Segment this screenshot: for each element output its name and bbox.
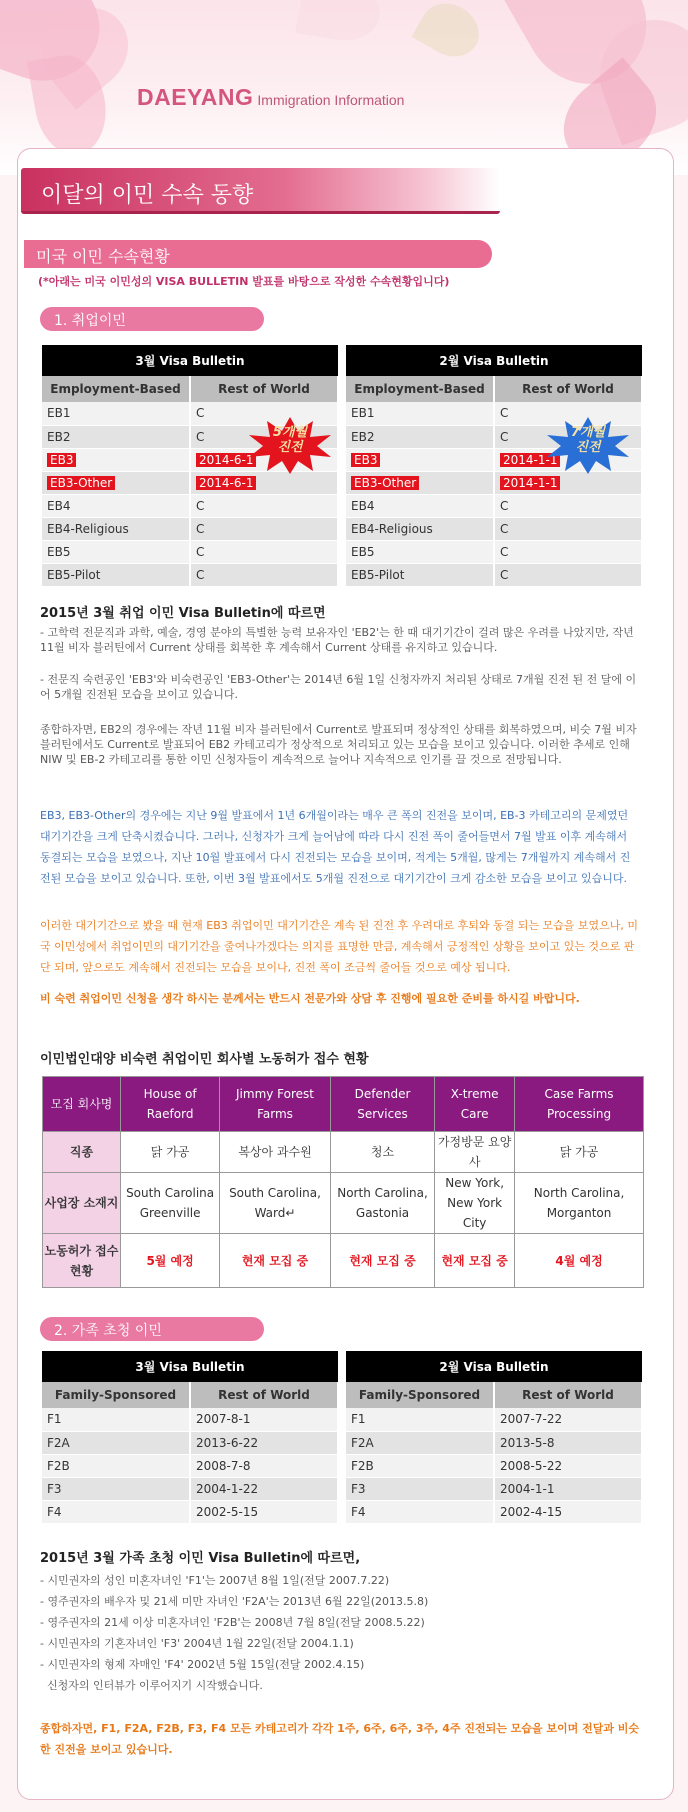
table-row — [42, 517, 338, 540]
date-text: 2013-6-22 — [196, 1435, 259, 1450]
company-header: Case Farms Processing — [515, 1077, 644, 1132]
date-cell — [494, 1454, 642, 1477]
table-row — [42, 540, 338, 563]
date-text: 2007-8-1 — [196, 1412, 251, 1427]
table-row — [42, 1431, 338, 1454]
company-header: X-treme Care — [435, 1077, 515, 1132]
category-text: EB4 — [47, 498, 71, 513]
date-text: C — [500, 406, 509, 421]
location-cell-line: North Carolina, — [533, 1186, 625, 1200]
date-cell — [190, 1477, 338, 1500]
date-text: 2007-7-22 — [500, 1412, 563, 1427]
brand-name: DAEYANG — [137, 84, 254, 110]
date-text: C — [196, 544, 205, 559]
date-text: C — [500, 544, 509, 559]
badge-7-months — [545, 425, 631, 455]
category-cell — [42, 1408, 190, 1431]
status-cell: 4월 예정 — [515, 1234, 644, 1288]
category-cell — [42, 1454, 190, 1477]
category-text: EB1 — [351, 406, 375, 421]
table-row — [346, 1408, 642, 1431]
date-text: 2002-4-15 — [500, 1504, 563, 1519]
category-cell — [346, 1500, 494, 1523]
badge-line: 진전 — [277, 440, 303, 455]
category-text: EB5-Pilot — [47, 567, 101, 582]
family-lines — [40, 1570, 640, 1696]
date-cell — [494, 540, 642, 563]
location-cell — [515, 1173, 644, 1234]
column-header: Family-Sponsored — [346, 1382, 494, 1408]
category-text: EB3-Other — [351, 476, 419, 490]
location-cell-line: South Carolina, — [229, 1186, 321, 1200]
date-cell — [190, 494, 338, 517]
category-cell — [42, 471, 190, 494]
column-header: Rest of World — [494, 1382, 642, 1408]
table-row — [346, 1477, 642, 1500]
table-row — [42, 563, 338, 586]
table-title: 2월 Visa Bulletin — [346, 345, 642, 376]
section-title: 미국 이민 수속현황 — [24, 240, 492, 268]
job-cell: 가정방문 요양사 — [435, 1132, 515, 1173]
status-cell: 5월 예정 — [121, 1234, 220, 1288]
employment-para-4: EB3, EB3-Other의 경우에는 지난 9월 발표에서 1년 6개월이라는 매우 큰 폭의 진전을 보이며, EB-3 카테고리의 문제였던 대기기간을 크게 단축시켰습니다. 그러나, 신청자가 크게 늘어남에 따라 다시 진전 폭이 줄어들면서 7월 발표 이후 계속해서 동결되는 모습을 보였으나, 지난 10월 발표에서 다시 진전되는 모습을 보이며, 적게는 5개월, 많게는 7개월까지 계속해서 진전된 모습을 보이고 있습니다. 또한, 이번 3월 발표에서도 5개월 진전으로 대기기간이 크게 감소한 모습을 보이고 있습니다. — [40, 809, 631, 885]
location-cell-line: Ward↵ — [254, 1206, 296, 1220]
table-row — [42, 1408, 338, 1431]
category-cell — [346, 402, 494, 425]
date-text: C — [196, 498, 205, 513]
table-title: 3월 Visa Bulletin — [42, 345, 338, 376]
category-cell — [42, 1500, 190, 1523]
category-text: F4 — [47, 1504, 62, 1519]
employment-title: 1. 취업이민 — [40, 307, 264, 331]
category-cell — [346, 1408, 494, 1431]
employment-para-1: - 고학력 전문직과 과학, 예술, 경영 분야의 특별한 능력 보유자인 'EB2'는 한 때 대기기간이 걸려 많은 우려를 나았지만, 작년 11월 비자 블러틴에서 Current 상태를 회복한 후 계속해서 Current 상태를 유지하고 있습니다. — [40, 626, 634, 654]
badge-line: 5개월 — [272, 425, 308, 440]
date-cell — [494, 1477, 642, 1500]
table-row — [346, 494, 642, 517]
category-text: EB5-Pilot — [351, 567, 405, 582]
category-text: F1 — [351, 1412, 366, 1427]
category-text: F2B — [351, 1458, 374, 1473]
location-cell-line: Greenville — [139, 1206, 201, 1220]
badge-line: 진전 — [575, 440, 601, 455]
location-cell-line: New York, — [445, 1176, 505, 1190]
date-text: 2013-5-8 — [500, 1435, 555, 1450]
category-text: F2A — [47, 1435, 70, 1450]
column-header: Rest of World — [190, 376, 338, 402]
job-cell: 청소 — [330, 1132, 434, 1173]
date-text: C — [500, 498, 509, 513]
column-header: Rest of World — [190, 1382, 338, 1408]
family-line: 신청자의 인터뷰가 이루어지기 시작했습니다. — [40, 1679, 263, 1692]
category-text: F2B — [47, 1458, 70, 1473]
family-line: - 시민권자의 성인 미혼자녀인 'F1'는 2007년 8월 1일(전달 2007.7.22) — [40, 1574, 390, 1587]
row-label: 노동허가 접수 현황 — [43, 1234, 121, 1288]
category-text: EB5 — [47, 544, 71, 559]
family-line: - 시민권자의 형제 자매인 'F4' 2002년 5월 15일(전달 2002.4.15) — [40, 1658, 365, 1671]
location-cell-line: Morganton — [546, 1206, 612, 1220]
company-header: Jimmy Forest Farms — [220, 1077, 331, 1132]
family-title: 2. 가족 초청 이민 — [40, 1317, 264, 1341]
category-cell — [346, 471, 494, 494]
category-text: EB3 — [47, 453, 76, 467]
family-march-table — [42, 1351, 339, 1524]
category-text: EB4-Religious — [351, 521, 433, 536]
employment-para-6: 비 숙련 취업이민 신청을 생각 하시는 분께서는 반드시 전문가와 상담 후 진행에 필요한 준비를 하시길 바랍니다. — [40, 992, 580, 1005]
company-header: Defender Services — [330, 1077, 434, 1132]
date-text: 2014-6-1 — [196, 476, 256, 490]
brand-tagline: Immigration Information — [257, 92, 405, 108]
category-cell — [42, 448, 190, 471]
badge-5-months — [247, 425, 333, 455]
table-row — [346, 517, 642, 540]
category-cell — [346, 540, 494, 563]
category-text: F4 — [351, 1504, 366, 1519]
status-cell: 현재 모집 중 — [330, 1234, 434, 1288]
table-row — [346, 1500, 642, 1523]
column-header: Rest of World — [494, 376, 642, 402]
category-cell — [346, 448, 494, 471]
date-cell — [494, 494, 642, 517]
column-header: Family-Sponsored — [42, 1382, 190, 1408]
category-cell — [346, 494, 494, 517]
date-text: 2014-1-1 — [500, 453, 560, 467]
date-cell — [494, 1408, 642, 1431]
category-text: EB1 — [47, 406, 71, 421]
row-label: 사업장 소재지 — [43, 1173, 121, 1234]
category-cell — [42, 1431, 190, 1454]
category-cell — [346, 563, 494, 586]
family-heading: 2015년 3월 가족 초청 이민 Visa Bulletin에 따르면, — [40, 1551, 361, 1566]
column-header: Employment-Based — [42, 376, 190, 402]
family-feb-table — [346, 1351, 643, 1524]
category-text: F3 — [47, 1481, 62, 1496]
family-line: - 시민권자의 기혼자녀인 'F3' 2004년 1월 22일(전달 2004.1.1) — [40, 1637, 354, 1650]
badge-line: 7개월 — [570, 425, 606, 440]
date-text: C — [500, 521, 509, 536]
date-text: C — [196, 521, 205, 536]
category-cell — [346, 1454, 494, 1477]
category-text: EB5 — [351, 544, 375, 559]
date-text: 2014-1-1 — [500, 476, 560, 490]
date-text: 2004-1-22 — [196, 1481, 259, 1496]
date-cell — [494, 517, 642, 540]
section-note: (*아래는 미국 이민성의 VISA BULLETIN 발표를 바탕으로 작성한 수속현황입니다) — [38, 275, 450, 288]
page-title: 이달의 이민 수속 동향 — [21, 168, 500, 214]
date-cell — [494, 1500, 642, 1523]
location-cell — [121, 1173, 220, 1234]
date-text: 2014-6-1 — [196, 453, 256, 467]
employment-heading: 2015년 3월 취업 이민 Visa Bulletin에 따르면 — [40, 606, 326, 621]
date-cell — [494, 563, 642, 586]
date-text: C — [500, 429, 509, 444]
location-cell-line: South Carolina — [126, 1186, 215, 1200]
table-row — [346, 563, 642, 586]
employment-para-3: 종합하자면, EB2의 경우에는 작년 11월 비자 블러틴에서 Current로 발표되며 정상적인 상태를 회복하였으며, 비슷 7월 비자 블러틴에서도 Current로 발표되어 EB2 카테고리가 정상적으로 처리되고 있는 모습을 보이고 있습니다. 이러한 추세로 인해 NIW 및 EB-2 카테고리를 통한 이민 신청자들이 계속적으로 늘어나 지속적으로 인기를 끌 것으로 전망됩니다. — [40, 723, 637, 766]
column-header: Employment-Based — [346, 376, 494, 402]
date-cell — [190, 1408, 338, 1431]
category-cell — [42, 1477, 190, 1500]
location-cell-line: Gastonia — [355, 1206, 410, 1220]
category-text: F1 — [47, 1412, 62, 1427]
table-row — [42, 494, 338, 517]
date-text: 2004-1-1 — [500, 1481, 555, 1496]
category-cell — [346, 1431, 494, 1454]
job-cell: 복상아 과수원 — [220, 1132, 331, 1173]
job-cell: 닭 가공 — [121, 1132, 220, 1173]
table-row — [42, 1477, 338, 1500]
brand-logo[interactable] — [137, 84, 404, 111]
date-text: C — [196, 429, 205, 444]
category-text: EB4-Religious — [47, 521, 129, 536]
status-cell: 현재 모집 중 — [435, 1234, 515, 1288]
date-cell — [494, 1431, 642, 1454]
date-text: C — [196, 567, 205, 582]
corp-heading: 이민법인대양 비숙련 취업이민 회사별 노동허가 접수 현황 — [40, 1052, 369, 1067]
family-line: - 영주권자의 21세 이상 미혼자녀인 'F2B'는 2008년 7월 8일(전달 2008.5.22) — [40, 1616, 425, 1629]
status-cell: 현재 모집 중 — [220, 1234, 331, 1288]
category-cell — [42, 517, 190, 540]
category-text: EB2 — [351, 429, 375, 444]
date-cell — [190, 1454, 338, 1477]
company-header: House of Raeford — [121, 1077, 220, 1132]
date-cell — [190, 1500, 338, 1523]
category-text: EB2 — [47, 429, 71, 444]
table-row — [42, 1454, 338, 1477]
location-cell — [220, 1173, 331, 1234]
table-row — [346, 540, 642, 563]
category-cell — [346, 425, 494, 448]
category-cell — [42, 563, 190, 586]
date-cell — [190, 1431, 338, 1454]
date-cell — [190, 517, 338, 540]
category-cell — [42, 540, 190, 563]
family-line: - 영주권자의 배우자 및 21세 미만 자녀인 'F2A'는 2013년 6월 22일(2013.5.8) — [40, 1595, 429, 1608]
date-cell — [190, 540, 338, 563]
date-cell — [190, 563, 338, 586]
date-text: 2008-7-8 — [196, 1458, 251, 1473]
employment-para-2: - 전문직 숙련공인 'EB3'와 비숙련공인 'EB3-Other'는 2014년 6월 1일 신청자까지 처리된 상태로 7개월 진전 된 전 달에 이어 5개월 진전된 모습을 보이고 있습니다. — [40, 673, 637, 701]
category-text: EB3 — [351, 453, 380, 467]
date-text: C — [196, 406, 205, 421]
table-title: 3월 Visa Bulletin — [42, 1351, 338, 1382]
category-cell — [42, 425, 190, 448]
corp-table — [42, 1076, 644, 1288]
date-text: C — [500, 567, 509, 582]
table-row — [346, 1431, 642, 1454]
row-label: 직종 — [43, 1132, 121, 1173]
date-text: 2008-5-22 — [500, 1458, 563, 1473]
job-cell: 닭 가공 — [515, 1132, 644, 1173]
row-label: 모집 회사명 — [43, 1077, 121, 1132]
table-title: 2월 Visa Bulletin — [346, 1351, 642, 1382]
family-summary: 종합하자면, F1, F2A, F2B, F3, F4 모든 카테고리가 각각 1주, 6주, 6주, 3주, 4주 진전되는 모습을 보이며 전달과 비슷한 진전을 보이고 있습니다. — [40, 1722, 640, 1756]
location-cell — [330, 1173, 434, 1234]
employment-para-5: 이러한 대기기간으로 봤을 때 현재 EB3 취업이민 대기기간은 계속 된 진전 후 우려대로 후퇴와 동결 되는 모습을 보였으나, 미국 이민성에서 취업이민의 대기기간을 줄여나가겠다는 의지를 표명한 만큼, 계속해서 긍정적인 상황을 보이고 있는 것으로 판단 되며, 앞으로도 계속해서 진전되는 모습을 보이나, 진전 폭이 조금씩 줄어들 것으로 예상 됩니다. — [40, 919, 638, 974]
category-cell — [346, 517, 494, 540]
category-text: EB3-Other — [47, 476, 115, 490]
location-cell-line: New York City — [447, 1196, 503, 1230]
category-cell — [42, 494, 190, 517]
table-row — [42, 1500, 338, 1523]
category-text: F2A — [351, 1435, 374, 1450]
location-cell-line: North Carolina, — [337, 1186, 428, 1200]
category-text: F3 — [351, 1481, 366, 1496]
category-cell — [346, 1477, 494, 1500]
date-text: 2002-5-15 — [196, 1504, 259, 1519]
location-cell — [435, 1173, 515, 1234]
table-row — [346, 1454, 642, 1477]
category-cell — [42, 402, 190, 425]
category-text: EB4 — [351, 498, 375, 513]
